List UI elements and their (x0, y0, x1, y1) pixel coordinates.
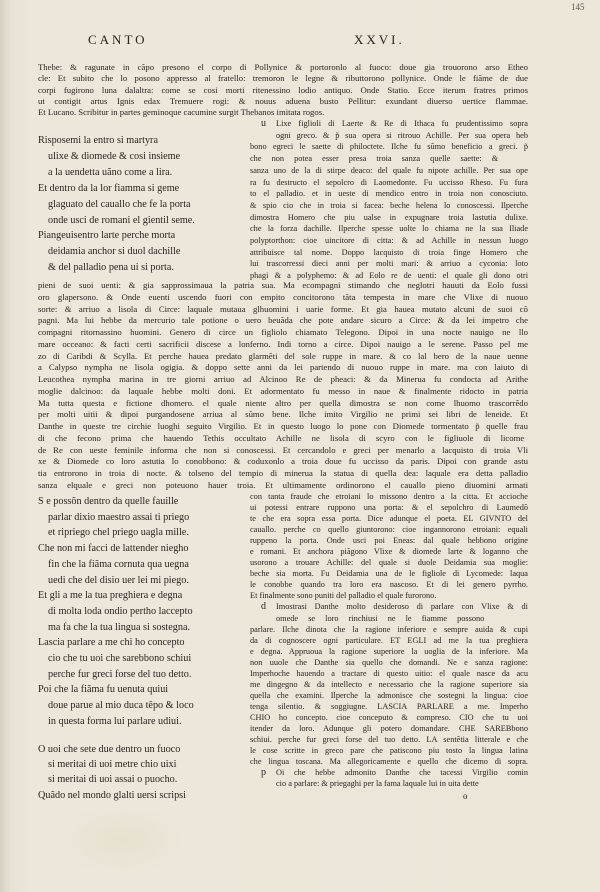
commentary-line-text: Lixe figlioli di Laerte & Re di Ithaca fu prudentissimo sopra (276, 119, 528, 128)
commentary-line: le conobbe quando tra loro era nascoso. Et di lei genero pyrrho. (250, 580, 528, 590)
commentary-line: ui potessi entrare ruppono una porta: & el sepolchro di Laumedõ (250, 503, 528, 513)
verse-line: onde usci de romani el gientil seme. (48, 214, 195, 226)
verse-line: Quãdo nel mondo glalti uersi scripsi (38, 789, 186, 801)
commentary-line: con tanta fraude che etroiani lo missono dentro a la citta. Et accioche (250, 492, 528, 501)
verse-line: Poi che la fiãma fu uenuta quiui (38, 684, 169, 696)
commentary-line: beche sia morta. Fu Deidamia una de le figliole di Lycomede: laqua (250, 569, 528, 579)
verse-line: deidamia anchor si duol dachille (48, 246, 181, 258)
commentary-line: sorte: & arriuo a lisola di Circe: laquale mutaua glhuomini i uarie forme. Et gia hauea mutato alcuni de suoi cõ (38, 303, 528, 314)
commentary-line: omede se loro rinchiusi ne le fiamme possono (276, 613, 485, 623)
verse-line: O uoi che sete due dentro un fuoco (38, 744, 181, 755)
commentary-line: cauallo. perche co quello giuntorono: cioe ingannorono etroiani: equali (250, 525, 528, 535)
commentary-line: attribuisce tal nome. Doppo lacquisto di troia finge Homero che (250, 247, 528, 257)
verse-line: ma fa che la tua lingua si sostegna. (48, 621, 191, 633)
commentary-line (250, 767, 528, 778)
verse-line: Et dentro da la lor fiamma si geme (38, 182, 180, 194)
guide-letter: d (261, 601, 266, 613)
commentary-line: Thebe: & ragunate in cãpo presono el corpo di Pollynice & portoronlo al fuoco: doue gia trouorono arso Etheo (38, 62, 528, 72)
commentary-block-right-1 (250, 118, 528, 282)
commentary-line: quella che examini. Ilperche la admonisce che sostegni la lingua: cioe (250, 690, 528, 700)
commentary-line: CHIO ho concepto. cioe conceputo & compreso. CIO che tu uoi (250, 712, 528, 722)
commentary-line: ruppeno la porta. Onde usci poi Eneas: dal quale hebbono origine (250, 536, 528, 546)
commentary-block-right-2 (250, 491, 528, 789)
commentary-line: sanza uno de la di stirpe deaco: del quale fu nipote achille. Per sua ope (250, 165, 528, 175)
commentary-line: usorono a trouare Achille: del quale si duole Deidamia sua moglie: (250, 558, 528, 568)
commentary-line: to el palladio. et in ueste di mendico entro in troia non conosciuto. (250, 189, 528, 199)
commentary-line-text: Oi che hebbe admonito Danthe che tacessi Virgilio comin (276, 768, 528, 778)
commentary-block-top (38, 62, 528, 118)
verse-line: parlar dixio maestro assai ti priego (48, 511, 190, 523)
verse-line: si meritai di uoi assai o puocho. (48, 774, 178, 786)
commentary-line: Et Lucano. Scribitur in partes geminoque cacumine surgit Thebanos imitata rogos. (38, 107, 325, 118)
verse-line: Che non mi facci de lattender niegho (38, 543, 189, 555)
verse-line: Et gli a me la tua preghiera e degna (38, 590, 183, 602)
verse-line: et ripriego chel priego uagla mille. (48, 527, 189, 539)
commentary-line: Ma tutta questa e fictione dhomero. el quale niente altro per quella dimostra se non come lhuomo trascorrẽdo (38, 397, 528, 408)
commentary-line: non uuole che Danthe sia quello che domandi. Ne e sanza ragione: (250, 657, 528, 667)
commentary-line: che non potea esser presa troia sanza quelle saette: & (250, 154, 499, 164)
commentary-line: da di cognoscere ogni particulare. ET EGLI ad me la tua preghiera (250, 635, 528, 645)
verse-line: Piangeuisentro larte perche morta (38, 230, 176, 242)
guide-letter: p (261, 767, 266, 779)
verse-line: Risposemi la entro si martyra (38, 135, 158, 146)
commentary-line: phagi & a polyphemo: & ad Eolo re de uenti: el quale gli dono otri (250, 271, 528, 281)
commentary-line: Danthe in queste tre circhie luoghi seguito Virgilio. Et in questo luogo lo pone con Diomede tormentato p̃ quelle frau (38, 421, 528, 431)
commentary-line: schiui. perche fur greci forse del tuo detto. LA sentẽtia litterale e che (250, 735, 528, 745)
commentary-line: che la forza dachille. Ilperche spesse uolte lo chiama ne la sua Iliade (250, 224, 528, 234)
verse-line: cio che tu uoi che sarebbono schiui (48, 653, 192, 665)
commentary-line: Imperhoche hauendo a tractare di questo uitio: el quale nasce da acu (250, 668, 528, 678)
verse-block-3 (38, 742, 253, 803)
commentary-line: pagni. Ma lui hebbe da mercurio tale potione o uero beuãda che pote andare sicuro a Circe: & da lei impetro che (38, 315, 528, 326)
commentary-line-text: Imostrasi Danthe molto desideroso di parlare con Vlixe & di (276, 602, 528, 612)
verse-line: Lascia parlare a me chi ho concepto (38, 637, 185, 649)
verse-line: di molta loda ondio pertho laccepto (48, 605, 193, 617)
commentary-line: tenga silentio. & soggiugne. LASCIA PARLARE a me. Imperho (250, 701, 528, 711)
commentary-line: per molti uitii & dipoi purgandosene arriua al sũmo bene. Ilche imito Virgilio ne primi sei libri de leneide. Et (38, 409, 528, 420)
commentary-line: tia entrorono in troia di nocte. & tolseno del tempio di minerua la statua di quella dea: laquale era detta palladio (38, 468, 528, 478)
commentary-line: te che era sopra essa porta. Dice adunque el poeta. EL GIVNTO del (250, 514, 528, 524)
verse-line: a la uendetta uãno come a lira. (48, 166, 173, 178)
commentary-line: zo di Caribdi & Scylla. Et perche hauea predato glarmẽti del sole ruppe in mare. & co lal bero de la naue uenne (38, 350, 528, 361)
verse-line: in questa forma lui parlare udiui. (48, 715, 182, 727)
commentary-line: Leucothea nympha marina in tre giorni arriuo ad Alcinoo Re de pheaci: & da Minerua fu condocta ad Arithe (38, 374, 528, 384)
running-header-canto: CANTO (88, 32, 148, 47)
commentary-line: ut contigit artus Ignis edax Tremuere rogi: & nouus aduena busto Pellitur: exundant diuerso uertice flammae. (38, 95, 528, 106)
verse-line: fin che la fiãma cornuta qua uegna (48, 558, 189, 570)
commentary-line: xe & Diomede co loro astutia lo conobbono: & coduxonlo a troia doue fu uccisso da paris. Dipoi con grande astu (38, 456, 528, 467)
commentary-line: dimostra Homero che piu ualse in expugnare troia lastutia dulixe. (250, 212, 528, 222)
commentary-line: cio a parlare: & priegaghi per la fama laquale lui in uita dette (276, 779, 479, 789)
commentary-line: pieni de suoi uenti: & gia sapprossimaua la patria sua. Ma ecompagni stimando che neglotri hauuti da Eolo fussi (38, 280, 528, 290)
commentary-line: de Re con ueste feminile informa che non si conoscessi. Et cercandolo e greci per menarlo a lacquisto di troia Vli (38, 444, 528, 455)
commentary-line: & spio cio che in troia si facea: beche helena lo conoscessi. Ilperche (250, 200, 528, 210)
commentary-line: lui trascorressi dieci anni per molti mari: & arriuo a cyconia: loto (250, 259, 528, 269)
verse-line: doue parue al mio duca tẽpo & loco (48, 700, 194, 712)
commentary-line: compagni ritornassino huomini. Genero di circe un figliolo chiamato Telegono. Dipoi in una nocte nauigo ne llo (38, 327, 528, 337)
verse-line: S e possõn dentro da quelle fauille (38, 496, 179, 507)
commentary-line: sanza elquale e greci non poteuono hauer troia. Et ultimamente ordinorono el cauallo pieno diuomini armati (38, 479, 528, 490)
commentary-line: parlare. Ilche dinota che la ragione inferiore e sempre auida & cupi (250, 624, 528, 634)
commentary-line: le cose scritte in greco pare che patiscono piu tosto la lingua latina (250, 746, 528, 756)
page-number: 145 (571, 2, 585, 12)
verse-block-2 (38, 494, 253, 730)
commentary-line: a Calypso nympha ne lisola ogigia. & doppo sette anni da lei partendo di nuouo ruppe in mare. ma con laiuto di (38, 362, 528, 373)
verse-line: perche fur greci forse del tuo detto. (48, 668, 192, 680)
verse-line: uedi che del disio uer lei mi piego. (48, 574, 189, 586)
commentary-line: itender da loro. Adunque gli potero domandare. CHE SAREBbono (250, 723, 528, 733)
commentary-line: corpi fugirono luna dalaltra: come se cosi morti ritenessino lodio antiquo. Onde Statio. Ecce iterum fratres primos (38, 84, 528, 95)
commentary-line: che lingua toscana. Ma allegoricamente e quello che dicemo di sopra. (250, 757, 528, 767)
commentary-line: ra fu destructo el sepolcro di Laomedonte. Fu uccisso Rheso. Fu fura (250, 177, 528, 187)
verse-line: ulixe & diomede & cosi insieme (48, 150, 181, 162)
commentary-line: me dingegno & da intellecto e necessario che la ragione superiore sia (250, 679, 528, 689)
commentary-line: di che fecono prima che hauendo Tethis occultato Achille ne lisola di scyro con le figliuole di licome (38, 432, 525, 443)
commentary-line: cle: Et subito che lo posono appresso al fratello: tremoron le legne & ributtorono pollynice. Onde le fiãme de due (38, 73, 528, 84)
commentary-line (250, 601, 528, 612)
commentary-line: ogni greco. & p̃ sua opera si ritrouo Achille. Per sua opera heb (276, 130, 528, 140)
verse-line: glaguato del cauallo che fe la porta (48, 198, 191, 210)
verse-block-1 (38, 133, 253, 276)
commentary-line: e degna. Appruoua la ragione superiore la uoglia de la inferiore. Ma (250, 646, 528, 656)
running-header-canto-number: XXVI. (354, 32, 405, 47)
commentary-line: oro glapersono. & Onde euenti uscendo fuori con empito concitorono tãta tempesta in mare che Vlixe di nuouo (38, 291, 528, 302)
commentary-line: mare occeano: & facti certi sacrificii discese a lonferno. Indi torno a circe. Dipoi nauigo a le serene. Passo pel me (38, 338, 528, 349)
verse-line: si meritai di uoi metre chio uixi (48, 759, 177, 771)
catchword: o (463, 791, 468, 801)
commentary-line: polyptorthon: cioe uincitore di citta: & ad Achille in nessun luogo (250, 236, 528, 246)
verse-line: & del palladio pena ui si porta. (48, 262, 174, 274)
commentary-line (250, 118, 528, 130)
guide-letter: u (261, 118, 266, 129)
commentary-line: e romani. Et anchora piãgono Vlixe & diomede larte & loganno che (250, 547, 528, 557)
commentary-line: Et finalmente sono puniti del palladio el quale furorono. (250, 591, 437, 601)
commentary-block-full-width (38, 280, 528, 492)
commentary-line: bono egreci le saette di philoctete. Ilche fu sũmo beneficio a greci. p̃ (250, 142, 528, 152)
commentary-line: moglie dalcinoo: da laquale hebbe molti doni. Et adormentato fu messo in naue & finalmente ridocto in patria (38, 385, 528, 396)
